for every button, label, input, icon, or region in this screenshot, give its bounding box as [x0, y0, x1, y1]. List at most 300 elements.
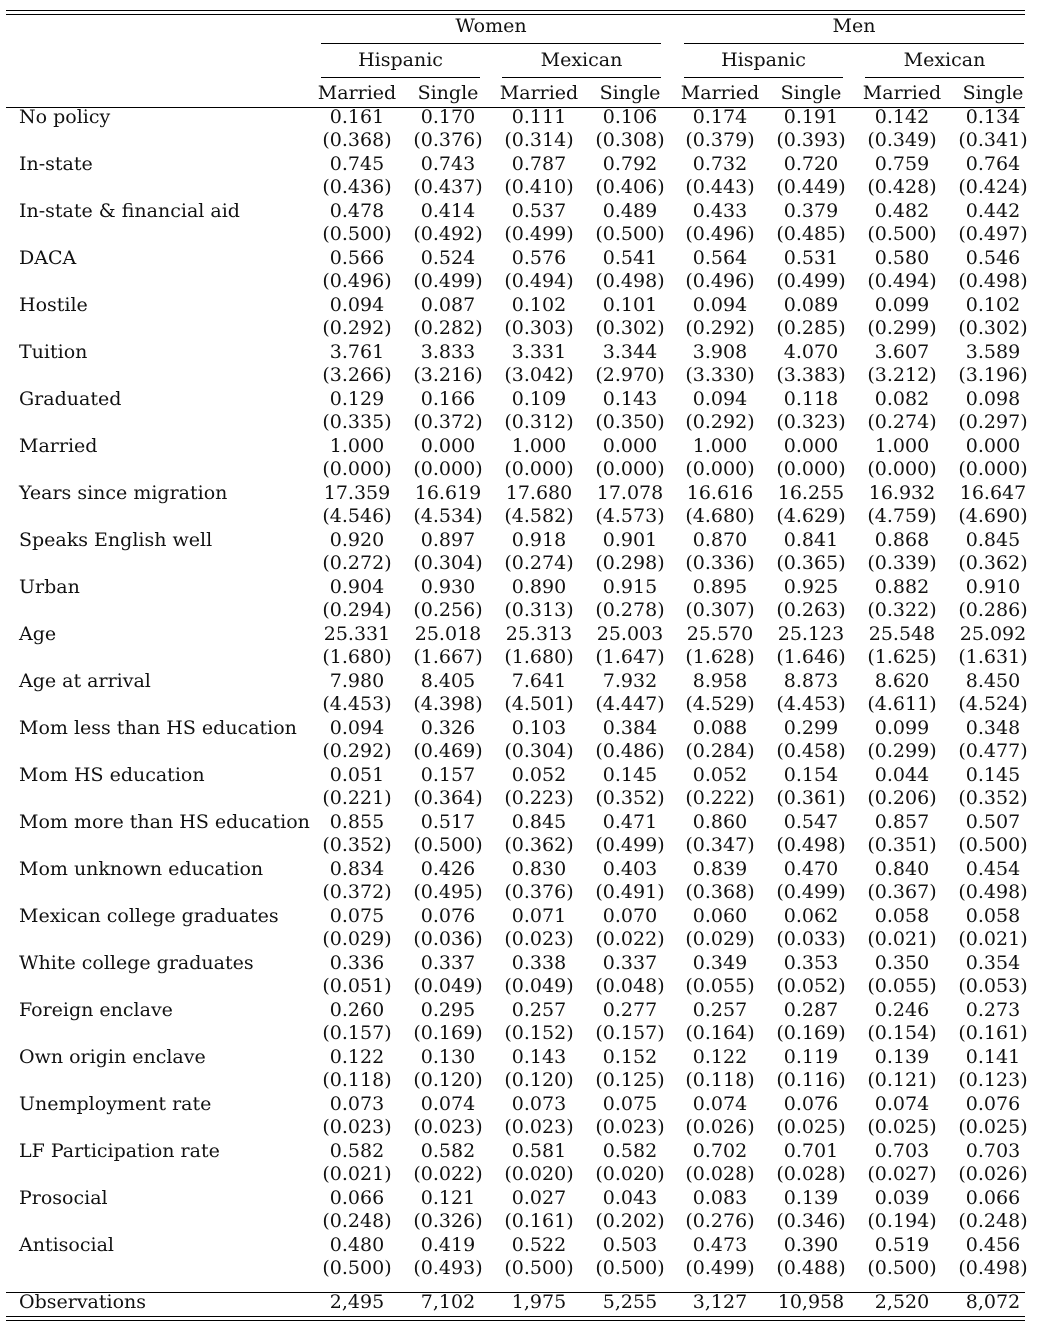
row-label: Own origin enclave — [19, 1046, 206, 1068]
row-label: Mom more than HS education — [19, 811, 310, 833]
mean-cell: 0.073 — [329, 1093, 385, 1115]
mean-cell: 0.143 — [511, 1046, 567, 1068]
subgroup-header-women-mexican: Mexican — [540, 49, 623, 71]
women-group-rule — [321, 43, 661, 44]
mean-cell: 0.354 — [965, 952, 1021, 974]
sd-cell: (0.497) — [958, 223, 1028, 245]
mean-cell: 0.336 — [329, 952, 385, 974]
row-label: Tuition — [19, 341, 88, 363]
sd-cell: (0.500) — [322, 1257, 392, 1279]
mean-cell: 0.489 — [602, 200, 658, 222]
mean-cell: 0.454 — [965, 858, 1021, 880]
row-label: LF Participation rate — [19, 1140, 220, 1162]
mean-cell: 0.703 — [965, 1140, 1021, 1162]
row-label: Mom less than HS education — [19, 717, 297, 739]
sd-cell: (4.680) — [685, 505, 755, 527]
mean-cell: 0.868 — [874, 529, 930, 551]
row-label: Mom unknown education — [19, 858, 264, 880]
mean-cell: 0.470 — [783, 858, 839, 880]
mean-cell: 7.980 — [329, 670, 385, 692]
sd-cell: (0.493) — [413, 1257, 483, 1279]
sd-cell: (0.000) — [413, 458, 483, 480]
sd-cell: (0.500) — [867, 1257, 937, 1279]
mean-cell: 0.379 — [783, 200, 839, 222]
sd-cell: (0.029) — [685, 928, 755, 950]
sd-cell: (0.424) — [958, 176, 1028, 198]
row-label: In-state — [19, 153, 93, 175]
mean-cell: 0.743 — [420, 153, 476, 175]
sd-cell: (0.498) — [595, 270, 665, 292]
sd-cell: (0.202) — [595, 1210, 665, 1232]
sd-cell: (0.157) — [322, 1022, 392, 1044]
sd-cell: (0.437) — [413, 176, 483, 198]
mean-cell: 0.456 — [965, 1234, 1021, 1256]
mean-cell: 0.074 — [692, 1093, 748, 1115]
sd-cell: (0.025) — [867, 1116, 937, 1138]
mean-cell: 25.570 — [686, 623, 754, 645]
sd-cell: (0.352) — [595, 787, 665, 809]
mean-cell: 0.702 — [692, 1140, 748, 1162]
sd-cell: (1.667) — [413, 646, 483, 668]
column-header-single: Single — [599, 82, 661, 104]
sd-cell: (0.023) — [322, 1116, 392, 1138]
sd-cell: (0.352) — [322, 834, 392, 856]
sd-cell: (4.524) — [958, 693, 1028, 715]
sd-cell: (0.498) — [776, 834, 846, 856]
mean-cell: 3.833 — [420, 341, 476, 363]
sd-cell: (0.000) — [504, 458, 574, 480]
row-label: Unemployment rate — [19, 1093, 212, 1115]
sd-cell: (0.025) — [776, 1116, 846, 1138]
sd-cell: (0.278) — [595, 599, 665, 621]
mean-cell: 0.840 — [874, 858, 930, 880]
sd-cell: (0.118) — [685, 1069, 755, 1091]
sd-cell: (0.498) — [958, 881, 1028, 903]
mean-cell: 0.414 — [420, 200, 476, 222]
men-hispanic-rule — [684, 77, 843, 78]
observations-cell: 10,958 — [777, 1291, 845, 1313]
sd-cell: (0.304) — [504, 740, 574, 762]
sd-cell: (3.266) — [322, 364, 392, 386]
mean-cell: 0.897 — [420, 529, 476, 551]
mean-cell: 0.083 — [692, 1187, 748, 1209]
sd-cell: (0.299) — [867, 317, 937, 339]
mean-cell: 0.166 — [420, 388, 476, 410]
mean-cell: 0.277 — [602, 999, 658, 1021]
mean-cell: 0.088 — [692, 717, 748, 739]
sd-cell: (0.120) — [504, 1069, 574, 1091]
mean-cell: 25.092 — [959, 623, 1027, 645]
women-hispanic-rule — [321, 77, 480, 78]
mean-cell: 0.337 — [420, 952, 476, 974]
sd-cell: (0.486) — [595, 740, 665, 762]
mean-cell: 0.901 — [602, 529, 658, 551]
sd-cell: (0.313) — [504, 599, 574, 621]
sd-cell: (0.376) — [504, 881, 574, 903]
mean-cell: 0.052 — [511, 764, 567, 786]
sd-cell: (0.485) — [776, 223, 846, 245]
mean-cell: 0.419 — [420, 1234, 476, 1256]
row-label: Foreign enclave — [19, 999, 173, 1021]
sd-cell: (0.307) — [685, 599, 755, 621]
mean-cell: 0.480 — [329, 1234, 385, 1256]
row-label: Speaks English well — [19, 529, 213, 551]
sd-cell: (0.274) — [504, 552, 574, 574]
sd-cell: (1.631) — [958, 646, 1028, 668]
observations-cell: 1,975 — [511, 1291, 567, 1313]
column-header-married: Married — [499, 82, 579, 104]
mean-cell: 0.537 — [511, 200, 567, 222]
mean-cell: 0.576 — [511, 247, 567, 269]
mean-cell: 0.787 — [511, 153, 567, 175]
mean-cell: 0.841 — [783, 529, 839, 551]
sd-cell: (0.336) — [685, 552, 755, 574]
mean-cell: 0.154 — [783, 764, 839, 786]
sd-cell: (0.154) — [867, 1022, 937, 1044]
mean-cell: 25.018 — [414, 623, 482, 645]
mean-cell: 0.145 — [965, 764, 1021, 786]
sd-cell: (0.052) — [776, 975, 846, 997]
sd-cell: (4.546) — [322, 505, 392, 527]
mean-cell: 0.581 — [511, 1140, 567, 1162]
mean-cell: 0.299 — [783, 717, 839, 739]
sd-cell: (0.499) — [595, 834, 665, 856]
mean-cell: 3.589 — [965, 341, 1021, 363]
sd-cell: (0.500) — [413, 834, 483, 856]
mean-cell: 0.930 — [420, 576, 476, 598]
sd-cell: (0.500) — [595, 1257, 665, 1279]
bottom-rule — [6, 1316, 1025, 1317]
sd-cell: (0.491) — [595, 881, 665, 903]
mean-cell: 0.845 — [965, 529, 1021, 551]
mean-cell: 0.403 — [602, 858, 658, 880]
mean-cell: 17.359 — [323, 482, 391, 504]
mean-cell: 0.703 — [874, 1140, 930, 1162]
sd-cell: (0.496) — [685, 223, 755, 245]
mean-cell: 0.745 — [329, 153, 385, 175]
sd-cell: (1.647) — [595, 646, 665, 668]
mean-cell: 0.910 — [965, 576, 1021, 598]
mean-cell: 0.882 — [874, 576, 930, 598]
mean-cell: 0.106 — [602, 106, 658, 128]
sd-cell: (0.298) — [595, 552, 665, 574]
sd-cell: (0.125) — [595, 1069, 665, 1091]
mean-cell: 0.051 — [329, 764, 385, 786]
row-label: Mom HS education — [19, 764, 205, 786]
observations-cell: 2,520 — [874, 1291, 930, 1313]
sd-cell: (0.349) — [867, 129, 937, 151]
sd-cell: (0.000) — [595, 458, 665, 480]
sd-cell: (0.499) — [776, 270, 846, 292]
mean-cell: 0.546 — [965, 247, 1021, 269]
sd-cell: (0.368) — [685, 881, 755, 903]
mean-cell: 0.094 — [692, 388, 748, 410]
sd-cell: (0.286) — [958, 599, 1028, 621]
mean-cell: 16.932 — [868, 482, 936, 504]
sd-cell: (1.625) — [867, 646, 937, 668]
mean-cell: 0.531 — [783, 247, 839, 269]
mean-cell: 0.442 — [965, 200, 1021, 222]
mean-cell: 0.582 — [420, 1140, 476, 1162]
sd-cell: (0.169) — [776, 1022, 846, 1044]
row-label: Hostile — [19, 294, 88, 316]
mean-cell: 0.925 — [783, 576, 839, 598]
sd-cell: (0.023) — [413, 1116, 483, 1138]
mean-cell: 0.139 — [783, 1187, 839, 1209]
sd-cell: (3.196) — [958, 364, 1028, 386]
sd-cell: (4.534) — [413, 505, 483, 527]
mean-cell: 0.580 — [874, 247, 930, 269]
sd-cell: (0.116) — [776, 1069, 846, 1091]
sd-cell: (0.299) — [867, 740, 937, 762]
sd-cell: (0.494) — [504, 270, 574, 292]
mean-cell: 0.094 — [329, 294, 385, 316]
mean-cell: 16.616 — [686, 482, 754, 504]
sd-cell: (0.292) — [685, 411, 755, 433]
mean-cell: 0.517 — [420, 811, 476, 833]
mean-cell: 0.082 — [874, 388, 930, 410]
mean-cell: 0.058 — [874, 905, 930, 927]
sd-cell: (0.026) — [685, 1116, 755, 1138]
sd-cell: (0.372) — [322, 881, 392, 903]
sd-cell: (2.970) — [595, 364, 665, 386]
mean-cell: 0.119 — [783, 1046, 839, 1068]
sd-cell: (0.025) — [958, 1116, 1028, 1138]
sd-cell: (4.611) — [867, 693, 937, 715]
sd-cell: (0.029) — [322, 928, 392, 950]
sd-cell: (4.398) — [413, 693, 483, 715]
sd-cell: (0.048) — [595, 975, 665, 997]
sd-cell: (0.449) — [776, 176, 846, 198]
sd-cell: (0.000) — [958, 458, 1028, 480]
sd-cell: (0.028) — [685, 1163, 755, 1185]
mean-cell: 0.000 — [420, 435, 476, 457]
mean-cell: 0.522 — [511, 1234, 567, 1256]
sd-cell: (0.272) — [322, 552, 392, 574]
mean-cell: 0.000 — [965, 435, 1021, 457]
mean-cell: 0.338 — [511, 952, 567, 974]
sd-cell: (0.499) — [504, 223, 574, 245]
mean-cell: 0.353 — [783, 952, 839, 974]
mean-cell: 0.507 — [965, 811, 1021, 833]
mean-cell: 0.087 — [420, 294, 476, 316]
mean-cell: 0.098 — [965, 388, 1021, 410]
mean-cell: 8.450 — [965, 670, 1021, 692]
mean-cell: 0.920 — [329, 529, 385, 551]
sd-cell: (0.263) — [776, 599, 846, 621]
sd-cell: (0.282) — [413, 317, 483, 339]
mean-cell: 0.246 — [874, 999, 930, 1021]
group-header-women: Women — [455, 15, 527, 37]
sd-cell: (0.372) — [413, 411, 483, 433]
mean-cell: 0.855 — [329, 811, 385, 833]
sd-cell: (0.036) — [413, 928, 483, 950]
mean-cell: 0.582 — [602, 1140, 658, 1162]
mean-cell: 0.478 — [329, 200, 385, 222]
mean-cell: 0.732 — [692, 153, 748, 175]
sd-cell: (0.120) — [413, 1069, 483, 1091]
sd-cell: (0.322) — [867, 599, 937, 621]
sd-cell: (0.028) — [776, 1163, 846, 1185]
sd-cell: (0.294) — [322, 599, 392, 621]
row-label: Years since migration — [19, 482, 228, 504]
mean-cell: 0.701 — [783, 1140, 839, 1162]
mean-cell: 25.331 — [323, 623, 391, 645]
sd-cell: (0.118) — [322, 1069, 392, 1091]
mean-cell: 0.349 — [692, 952, 748, 974]
sd-cell: (0.026) — [958, 1163, 1028, 1185]
sd-cell: (0.022) — [595, 928, 665, 950]
mean-cell: 0.109 — [511, 388, 567, 410]
sd-cell: (0.000) — [685, 458, 755, 480]
mean-cell: 0.720 — [783, 153, 839, 175]
mean-cell: 0.174 — [692, 106, 748, 128]
sd-cell: (0.494) — [867, 270, 937, 292]
sd-cell: (0.326) — [413, 1210, 483, 1232]
mean-cell: 0.102 — [511, 294, 567, 316]
mean-cell: 0.390 — [783, 1234, 839, 1256]
mean-cell: 0.118 — [783, 388, 839, 410]
sd-cell: (0.274) — [867, 411, 937, 433]
mean-cell: 0.471 — [602, 811, 658, 833]
mean-cell: 0.582 — [329, 1140, 385, 1162]
men-mexican-rule — [865, 77, 1024, 78]
mean-cell: 0.433 — [692, 200, 748, 222]
mean-cell: 0.099 — [874, 294, 930, 316]
mean-cell: 0.519 — [874, 1234, 930, 1256]
column-header-single: Single — [417, 82, 479, 104]
sd-cell: (0.020) — [504, 1163, 574, 1185]
sd-cell: (0.361) — [776, 787, 846, 809]
mean-cell: 0.257 — [511, 999, 567, 1021]
sd-cell: (4.759) — [867, 505, 937, 527]
mean-cell: 0.426 — [420, 858, 476, 880]
sd-cell: (0.157) — [595, 1022, 665, 1044]
mean-cell: 8.958 — [692, 670, 748, 692]
mean-cell: 16.255 — [777, 482, 845, 504]
row-label: Antisocial — [19, 1234, 114, 1256]
row-label: White college graduates — [19, 952, 254, 974]
mean-cell: 0.839 — [692, 858, 748, 880]
mean-cell: 17.680 — [505, 482, 573, 504]
sd-cell: (0.458) — [776, 740, 846, 762]
sd-cell: (0.500) — [958, 834, 1028, 856]
sd-cell: (0.312) — [504, 411, 574, 433]
row-label: Urban — [19, 576, 80, 598]
mean-cell: 16.619 — [414, 482, 482, 504]
mean-cell: 0.830 — [511, 858, 567, 880]
sd-cell: (0.346) — [776, 1210, 846, 1232]
sd-cell: (0.022) — [413, 1163, 483, 1185]
mean-cell: 0.043 — [602, 1187, 658, 1209]
mean-cell: 0.834 — [329, 858, 385, 880]
mean-cell: 0.161 — [329, 106, 385, 128]
row-label: Prosocial — [19, 1187, 108, 1209]
observations-label: Observations — [19, 1291, 147, 1313]
row-label: In-state & financial aid — [19, 200, 240, 222]
mean-cell: 0.134 — [965, 106, 1021, 128]
sd-cell: (0.297) — [958, 411, 1028, 433]
mean-cell: 0.074 — [874, 1093, 930, 1115]
mean-cell: 0.071 — [511, 905, 567, 927]
mean-cell: 1.000 — [874, 435, 930, 457]
sd-cell: (0.020) — [595, 1163, 665, 1185]
column-header-single: Single — [780, 82, 842, 104]
mean-cell: 0.759 — [874, 153, 930, 175]
column-header-married: Married — [680, 82, 760, 104]
mean-cell: 0.348 — [965, 717, 1021, 739]
sd-cell: (0.500) — [867, 223, 937, 245]
mean-cell: 4.070 — [783, 341, 839, 363]
row-label: Age — [19, 623, 57, 645]
mean-cell: 0.145 — [602, 764, 658, 786]
mean-cell: 1.000 — [692, 435, 748, 457]
mean-cell: 3.331 — [511, 341, 567, 363]
mean-cell: 8.405 — [420, 670, 476, 692]
mean-cell: 0.099 — [874, 717, 930, 739]
mean-cell: 3.761 — [329, 341, 385, 363]
sd-cell: (1.680) — [322, 646, 392, 668]
sd-cell: (0.496) — [322, 270, 392, 292]
mean-cell: 0.102 — [965, 294, 1021, 316]
mean-cell: 0.058 — [965, 905, 1021, 927]
mean-cell: 0.027 — [511, 1187, 567, 1209]
mean-cell: 0.337 — [602, 952, 658, 974]
mean-cell: 0.000 — [783, 435, 839, 457]
mean-cell: 0.111 — [511, 106, 567, 128]
mean-cell: 0.524 — [420, 247, 476, 269]
mean-cell: 0.918 — [511, 529, 567, 551]
sd-cell: (4.453) — [776, 693, 846, 715]
sd-cell: (0.323) — [776, 411, 846, 433]
mean-cell: 0.170 — [420, 106, 476, 128]
sd-cell: (0.443) — [685, 176, 755, 198]
sd-cell: (0.049) — [504, 975, 574, 997]
women-mexican-rule — [502, 77, 661, 78]
mean-cell: 0.129 — [329, 388, 385, 410]
mean-cell: 3.908 — [692, 341, 748, 363]
mean-cell: 25.003 — [596, 623, 664, 645]
mean-cell: 0.074 — [420, 1093, 476, 1115]
sd-cell: (0.000) — [867, 458, 937, 480]
mean-cell: 0.191 — [783, 106, 839, 128]
sd-cell: (0.499) — [685, 1257, 755, 1279]
sd-cell: (1.680) — [504, 646, 574, 668]
sd-cell: (0.339) — [867, 552, 937, 574]
sd-cell: (0.308) — [595, 129, 665, 151]
mean-cell: 25.313 — [505, 623, 573, 645]
group-header-men: Men — [832, 15, 876, 37]
subgroup-header-men-hispanic: Hispanic — [721, 49, 806, 71]
mean-cell: 0.895 — [692, 576, 748, 598]
observations-cell: 8,072 — [965, 1291, 1021, 1313]
mean-cell: 0.073 — [511, 1093, 567, 1115]
mean-cell: 0.273 — [965, 999, 1021, 1021]
mean-cell: 1.000 — [329, 435, 385, 457]
mean-cell: 0.142 — [874, 106, 930, 128]
sd-cell: (0.495) — [413, 881, 483, 903]
mean-cell: 0.764 — [965, 153, 1021, 175]
mean-cell: 17.078 — [596, 482, 664, 504]
sd-cell: (0.221) — [322, 787, 392, 809]
sd-cell: (0.500) — [504, 1257, 574, 1279]
sd-cell: (0.161) — [504, 1210, 574, 1232]
sd-cell: (4.629) — [776, 505, 846, 527]
sd-cell: (0.379) — [685, 129, 755, 151]
mean-cell: 25.123 — [777, 623, 845, 645]
mean-cell: 0.870 — [692, 529, 748, 551]
sd-cell: (0.248) — [958, 1210, 1028, 1232]
